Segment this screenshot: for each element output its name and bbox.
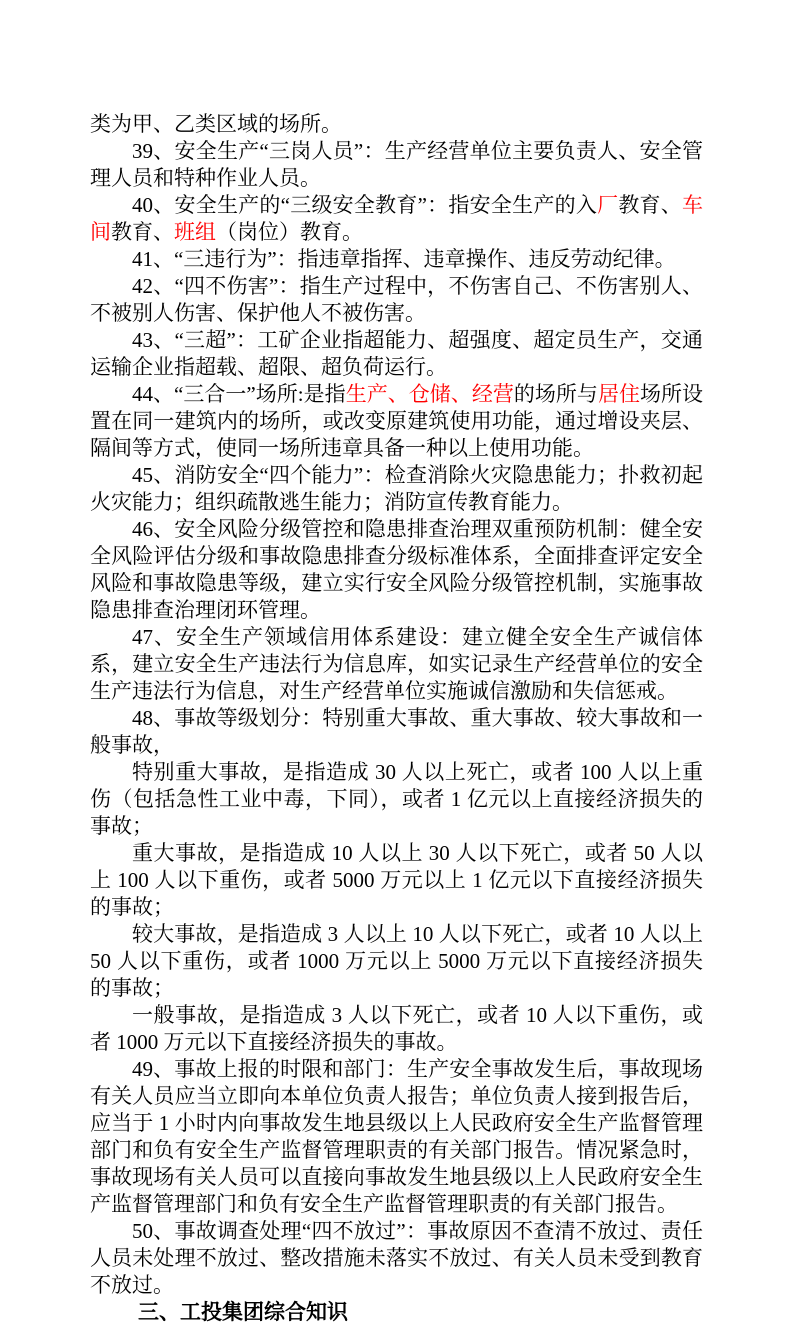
- text-run: 重大事故，是指造成 10 人以上 30 人以下死亡，或者 50 人以上 100 人以下重伤，或者 5000 万元以上 1 亿元以下直接经济损失的事故；: [90, 841, 703, 919]
- text-run: 39、安全生产“三岗人员”：生产经营单位主要负责人、安全管理人员和特种作业人员。: [90, 139, 703, 190]
- text-run: 41、“三违行为”：指违章指挥、违章操作、违反劳动纪律。: [132, 247, 676, 271]
- document-body: [90, 111, 703, 1326]
- paragraph: [90, 381, 703, 462]
- paragraph: [90, 516, 703, 624]
- red-emphasis-text: 生产、仓储、经营: [345, 382, 514, 406]
- paragraph: [90, 1002, 703, 1056]
- text-run: 一般事故，是指造成 3 人以下死亡，或者 10 人以下重伤，或者 1000 万元以下直接经济损失的事故。: [90, 1003, 703, 1054]
- text-run: 较大事故，是指造成 3 人以上 10 人以下死亡，或者 10 人以上 50 人以下重伤，或者 1000 万元以上 5000 万元以下直接经济损失的事故；: [90, 922, 703, 1000]
- section-heading: [90, 1299, 703, 1326]
- text-run: 三、工投集团综合知识: [138, 1300, 348, 1324]
- text-run: 42、“四不伤害”：指生产过程中，不伤害自己、不伤害别人、不被别人伤害、保护他人不被伤害。: [90, 274, 703, 325]
- paragraph: [90, 705, 703, 759]
- text-run: 特别重大事故，是指造成 30 人以上死亡，或者 100 人以上重伤（包括急性工业中毒，下同），或者 1 亿元以上直接经济损失的事故；: [90, 760, 703, 838]
- text-run: 49、事故上报的时限和部门：生产安全事故发生后，事故现场有关人员应当立即向本单位负责人报告；单位负责人接到报告后，应当于 1 小时内向事故发生地县级以上人民政府安全生产监督管理部门和负有安全生产监督管理职责的有关部门报告。情况紧急时，事故现场有关人员可以直接向事故发生地县级以上人民政府安全生产监督管理部门和负有安全生产监督管理职责的有关部门报告。: [90, 1057, 703, 1216]
- paragraph: [90, 624, 703, 705]
- text-run: 教育、: [111, 220, 174, 244]
- text-run: 场所设置在同一建筑内的场所，或改变原建筑使用功能，通过增设夹层、隔间等方式，使同一场所违章具备一种以上使用功能。: [90, 382, 704, 460]
- text-run: 的场所与: [513, 382, 598, 406]
- red-emphasis-text: 班组: [174, 220, 216, 244]
- text-run: （岗位）教育。: [216, 220, 363, 244]
- text-run: 教育、: [618, 193, 683, 217]
- text-run: 43、“三超”：工矿企业指超能力、超强度、超定员生产，交通运输企业指超载、超限、超负荷运行。: [90, 328, 703, 379]
- paragraph: [90, 759, 703, 840]
- paragraph: [90, 192, 703, 246]
- red-emphasis-text: 厂: [597, 193, 619, 217]
- text-run: 50、事故调查处理“四不放过”：事故原因不查清不放过、责任人员未处理不放过、整改措施未落实不放过、有关人员未受到教育不放过。: [90, 1219, 703, 1297]
- paragraph: [90, 273, 703, 327]
- paragraph: [90, 840, 703, 921]
- text-run: 47、安全生产领域信用体系建设：建立健全安全生产诚信体系，建立安全生产违法行为信息库，如实记录生产经营单位的安全生产违法行为信息，对生产经营单位实施诚信激励和失信惩戒。: [90, 625, 703, 703]
- paragraph: [90, 327, 703, 381]
- text-run: 45、消防安全“四个能力”：检查消除火灾隐患能力；扑救初起火灾能力；组织疏散逃生能力；消防宣传教育能力。: [90, 463, 703, 514]
- paragraph: [90, 1056, 703, 1218]
- text-run: 46、安全风险分级管控和隐患排查治理双重预防机制：健全安全风险评估分级和事故隐患排查分级标准体系，全面排查评定安全风险和事故隐患等级，建立实行安全风险分级管控机制，实施事故隐患排查治理闭环管理。: [90, 517, 703, 622]
- paragraph: [90, 462, 703, 516]
- red-emphasis-text: 车间: [90, 193, 704, 244]
- paragraph: [90, 111, 703, 138]
- text-run: 44、“三合一”场所:是指: [132, 382, 346, 406]
- paragraph: [90, 138, 703, 192]
- paragraph: [90, 246, 703, 273]
- paragraph: [90, 921, 703, 1002]
- red-emphasis-text: 居住: [597, 382, 640, 406]
- text-run: 类为甲、乙类区域的场所。: [90, 112, 342, 136]
- text-run: 40、安全生产的“三级安全教育”：指安全生产的入: [132, 193, 598, 217]
- text-run: 48、事故等级划分：特别重大事故、重大事故、较大事故和一般事故，: [90, 706, 703, 757]
- paragraph: [90, 1218, 703, 1299]
